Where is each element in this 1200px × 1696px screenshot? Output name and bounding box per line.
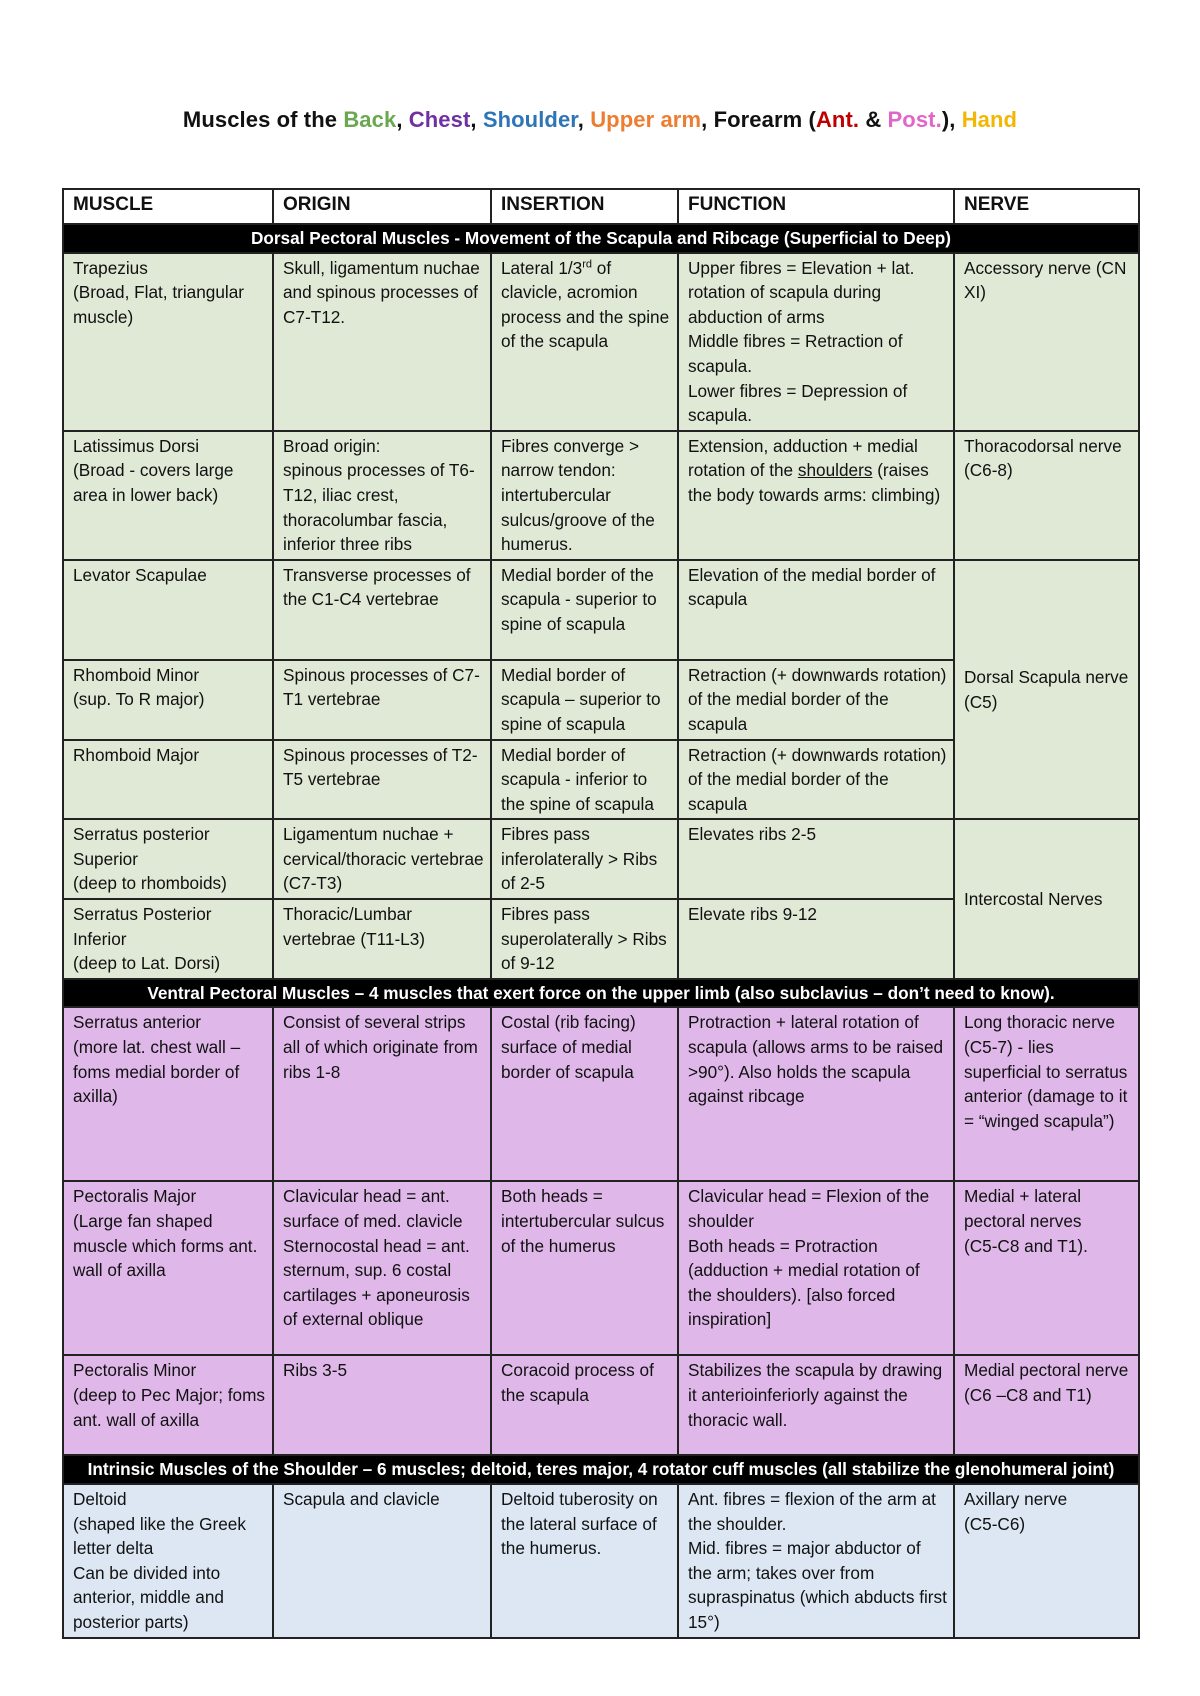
function-cell: Retraction (+ downwards rotation) of the medial border of the scapula [678, 740, 954, 820]
title-sep: , [577, 107, 591, 132]
title-close: ), [941, 107, 962, 132]
nerve-cell: Medial pectoral nerve (C6 –C8 and T1) [954, 1355, 1139, 1455]
origin-cell: Spinous processes of T2-T5 vertebrae [273, 740, 491, 820]
muscle-cell: Serratus anterior (more lat. chest wall – foms medial border of axilla) [63, 1007, 273, 1181]
title-text: Muscles of the [182, 107, 344, 132]
origin-cell: Consist of several strips all of which originate from ribs 1-8 [273, 1007, 491, 1181]
header-origin: ORIGIN [273, 189, 491, 224]
function-cell: Ant. fibres = flexion of the arm at the shoulder. Mid. fibres = major abductor of the arm; takes over from supraspinatus (which abducts first 15°) [678, 1484, 954, 1638]
table-row [63, 253, 1139, 431]
nerve-cell: Intercostal Nerves [954, 819, 1139, 979]
title-hand: Hand [961, 107, 1018, 132]
origin-cell: Skull, ligamentum nuchae and spinous processes of C7-T12. [273, 253, 491, 431]
table-row [63, 1181, 1139, 1355]
nerve-cell: Medial + lateral pectoral nerves (C5-C8 and T1). [954, 1181, 1139, 1355]
function-cell: Elevates ribs 2-5 [678, 819, 954, 899]
origin-cell: Ribs 3-5 [273, 1355, 491, 1455]
muscle-cell: Trapezius (Broad, Flat, triangular muscle) [63, 253, 273, 431]
title-sep: , [701, 107, 714, 132]
header-muscle: MUSCLE [63, 189, 273, 224]
nerve-cell: Axillary nerve (C5-C6) [954, 1484, 1139, 1638]
muscle-cell: Pectoralis Minor (deep to Pec Major; foms ant. wall of axilla [63, 1355, 273, 1455]
function-cell: Elevation of the medial border of scapula [678, 560, 954, 660]
section-row [63, 224, 1139, 253]
origin-cell: Clavicular head = ant. surface of med. clavicle Sternocostal head = ant. sternum, sup. 6 costal cartilages + aponeurosis of external oblique [273, 1181, 491, 1355]
table-row [63, 431, 1139, 560]
muscle-cell: Latissimus Dorsi (Broad - covers large area in lower back) [63, 431, 273, 560]
header-nerve: NERVE [954, 189, 1139, 224]
muscles-table [62, 188, 1140, 1639]
page-title [0, 107, 1200, 133]
header-row [63, 189, 1139, 224]
nerve-cell: Long thoracic nerve (C5-7) - lies superficial to serratus anterior (damage to it = “winged scapula”) [954, 1007, 1139, 1181]
muscle-cell: Rhomboid Major [63, 740, 273, 820]
insertion-text: of clavicle, acromion process and the spine of the scapula [501, 257, 670, 352]
function-cell: Stabilizes the scapula by drawing it anterioinferiorly against the thoracic wall. [678, 1355, 954, 1455]
title-upper-arm: Upper arm [590, 107, 702, 132]
muscle-cell: Pectoralis Major (Large fan shaped muscle which forms ant. wall of axilla [63, 1181, 273, 1355]
function-cell: Clavicular head = Flexion of the shoulder Both heads = Protraction (adduction + medial rotation of the shoulders). [also forced inspiration] [678, 1181, 954, 1355]
function-cell [678, 431, 954, 560]
origin-cell: Thoracic/Lumbar vertebrae (T11-L3) [273, 899, 491, 979]
function-cell: Retraction (+ downwards rotation) of the medial border of the scapula [678, 660, 954, 740]
insertion-cell: Medial border of the scapula - superior to spine of scapula [491, 560, 678, 660]
section-intrinsic: Intrinsic Muscles of the Shoulder – 6 muscles; deltoid, teres major, 4 rotator cuff muscles (all stabilize the glenohumeral joint) [63, 1455, 1139, 1484]
origin-cell: Ligamentum nuchae + cervical/thoracic vertebrae (C7-T3) [273, 819, 491, 899]
title-ant: Ant. [815, 107, 860, 132]
section-row [63, 979, 1139, 1008]
insertion-cell: Deltoid tuberosity on the lateral surface of the humerus. [491, 1484, 678, 1638]
function-cell: Upper fibres = Elevation + lat. rotation of scapula during abduction of arms Middle fibres = Retraction of scapula. Lower fibres = Depression of scapula. [678, 253, 954, 431]
muscle-cell: Deltoid (shaped like the Greek letter delta Can be divided into anterior, middle and posterior parts) [63, 1484, 273, 1638]
nerve-cell: Thoracodorsal nerve (C6-8) [954, 431, 1139, 560]
section-dorsal: Dorsal Pectoral Muscles - Movement of the Scapula and Ribcage (Superficial to Deep) [63, 224, 1139, 253]
title-post: Post. [887, 107, 942, 132]
origin-cell: Spinous processes of C7-T1 vertebrae [273, 660, 491, 740]
insertion-text: Lateral 1/3 [501, 257, 583, 278]
insertion-cell: Costal (rib facing) surface of medial border of scapula [491, 1007, 678, 1181]
insertion-cell [491, 253, 678, 431]
title-amp: & [859, 107, 888, 132]
origin-cell: Broad origin: spinous processes of T6-T12, iliac crest, thoracolumbar fascia, inferior three ribs [273, 431, 491, 560]
table-row [63, 1007, 1139, 1181]
function-cell: Elevate ribs 9-12 [678, 899, 954, 979]
table-row [63, 1355, 1139, 1455]
header-insertion: INSERTION [491, 189, 678, 224]
insertion-cell: Medial border of scapula – superior to spine of scapula [491, 660, 678, 740]
table-row [63, 560, 1139, 660]
title-forearm: Forearm ( [713, 107, 816, 132]
insertion-cell: Fibres converge > narrow tendon: intertubercular sulcus/groove of the humerus. [491, 431, 678, 560]
title-chest: Chest [408, 107, 471, 132]
nerve-cell: Accessory nerve (CN XI) [954, 253, 1139, 431]
nerve-cell: Dorsal Scapula nerve (C5) [954, 560, 1139, 820]
table-row [63, 1484, 1139, 1638]
insertion-cell: Coracoid process of the scapula [491, 1355, 678, 1455]
insertion-cell: Both heads = intertubercular sulcus of the humerus [491, 1181, 678, 1355]
muscle-cell: Rhomboid Minor (sup. To R major) [63, 660, 273, 740]
header-function: FUNCTION [678, 189, 954, 224]
muscle-cell: Serratus posterior Superior (deep to rhomboids) [63, 819, 273, 899]
insertion-cell: Medial border of scapula - inferior to the spine of scapula [491, 740, 678, 820]
function-text: Extension, adduction + medial rotation of the [688, 435, 918, 481]
function-underlined: shoulders [797, 460, 873, 481]
insertion-cell: Fibres pass superolaterally > Ribs of 9-12 [491, 899, 678, 979]
title-shoulder: Shoulder [482, 107, 578, 132]
function-cell: Protraction + lateral rotation of scapula (allows arms to be raised >90°). Also holds the scapula against ribcage [678, 1007, 954, 1181]
title-sep: , [396, 107, 409, 132]
section-ventral: Ventral Pectoral Muscles – 4 muscles that exert force on the upper limb (also subclavius – don’t need to know). [63, 979, 1139, 1008]
muscle-cell: Levator Scapulae [63, 560, 273, 660]
title-sep: , [470, 107, 483, 132]
table-row [63, 819, 1139, 899]
insertion-cell: Fibres pass inferolaterally > Ribs of 2-5 [491, 819, 678, 899]
section-row [63, 1455, 1139, 1484]
insertion-superscript: rd [582, 257, 593, 270]
muscle-cell: Serratus Posterior Inferior (deep to Lat. Dorsi) [63, 899, 273, 979]
function-text: (raises the body towards arms: climbing) [688, 460, 941, 505]
title-back: Back [343, 107, 397, 132]
origin-cell: Transverse processes of the C1-C4 vertebrae [273, 560, 491, 660]
origin-cell: Scapula and clavicle [273, 1484, 491, 1638]
